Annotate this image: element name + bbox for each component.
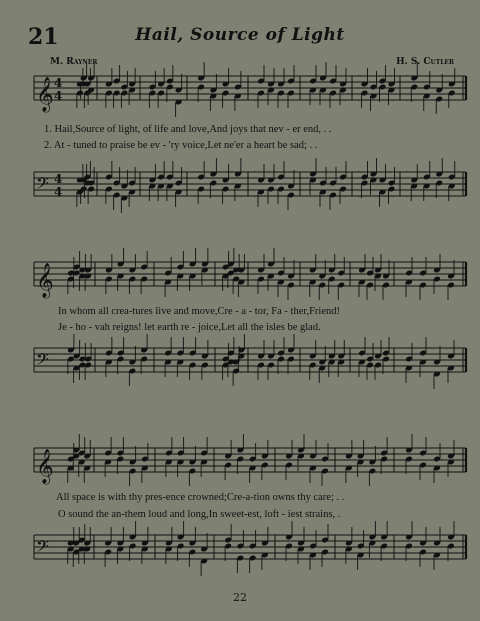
bass-clef-icon: 𝄢 xyxy=(36,173,49,197)
treble-clef-icon: 𝄞 xyxy=(36,449,54,484)
system-3-verse-2: O sound the an-them loud and long,In sweet-est, loft - iest strains, . xyxy=(58,509,341,520)
treble-clef-icon: 𝄞 xyxy=(36,263,54,298)
system-3-verse-1: All space is with thy pres-ence crowned;Cre-a-tion owns thy care; . . xyxy=(56,492,345,503)
system-2-verse-1: In whom all crea-tures live and move,Cre - a - tor, Fa - ther,Friend! xyxy=(58,306,340,317)
time-signature: 4 xyxy=(54,185,63,199)
music-credit: H. S. Cutler xyxy=(396,57,454,67)
words-credit: M. Rayner xyxy=(50,57,98,67)
hymn-title: Hail, Source of Light xyxy=(135,25,345,45)
page-number: 22 xyxy=(233,591,247,604)
system-1-verse-1: 1. Hail,Source of light, of life and love,And joys that nev - er end, . . xyxy=(44,124,332,135)
hymn-number: 21 xyxy=(28,24,59,50)
system-2-verse-2: Je - ho - vah reigns! let earth re - joice,Let all the isles be glad. xyxy=(58,322,321,333)
time-signature: 4 xyxy=(54,76,63,90)
time-signature: 4 xyxy=(54,89,63,103)
bass-clef-icon: 𝄢 xyxy=(36,349,49,373)
system-1-verse-2: 2. At - tuned to praise be ev - 'ry voice,Let ne'er a heart be sad; . . xyxy=(44,140,318,151)
treble-clef-icon: 𝄞 xyxy=(36,77,54,112)
bass-clef-icon: 𝄢 xyxy=(36,536,49,560)
time-signature: 4 xyxy=(54,172,63,186)
